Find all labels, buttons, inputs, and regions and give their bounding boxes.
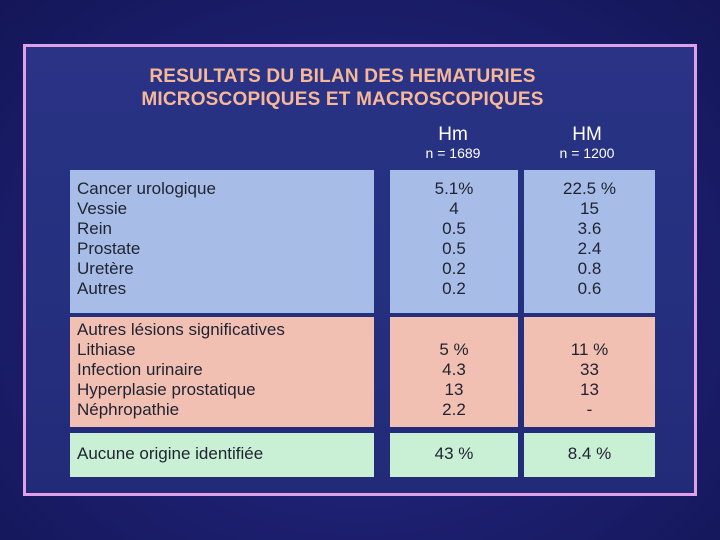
row-label: Lithiase — [77, 340, 136, 359]
row-label: Néphropathie — [77, 400, 180, 419]
group-3-HM-box — [524, 433, 655, 477]
row-label: Aucune origine identifiée — [77, 444, 264, 463]
row-label: Hyperplasie prostatique — [77, 380, 256, 399]
cell-hm: 4.3 — [442, 360, 466, 379]
row-label: Autres lésions significatives — [77, 320, 285, 339]
column-header-hm-n: n = 1689 — [425, 145, 481, 161]
cell-HM: 8.4 % — [567, 444, 612, 463]
title-line-2: MICROSCOPIQUES ET MACROSCOPIQUES — [141, 89, 544, 110]
title-line-1: RESULTATS DU BILAN DES HEMATURIES — [149, 66, 536, 87]
cell-hm: 5.1% — [434, 179, 474, 198]
cell-hm: 5 % — [439, 340, 469, 359]
column-header-hm-name: Hm — [438, 124, 468, 145]
row-label: Cancer urologique — [77, 179, 216, 198]
column-header-HM-n: n = 1200 — [559, 145, 615, 161]
cell-HM: 22.5 % — [563, 179, 616, 198]
cell-HM: 2.4 — [577, 239, 602, 258]
group-3-hm-values — [390, 444, 518, 464]
group-2-labels — [77, 320, 285, 420]
cell-HM: 15 — [580, 199, 599, 218]
group-2-hm-box — [390, 317, 518, 427]
cell-hm: 13 — [444, 380, 464, 399]
row-label: Infection urinaire — [77, 360, 203, 379]
column-header-HM-name: HM — [572, 124, 602, 145]
cell-HM: 11 % — [570, 340, 609, 359]
cell-hm: 43 % — [434, 444, 474, 463]
column-header-hm — [388, 125, 518, 161]
cell-HM: 3.6 — [577, 219, 602, 238]
group-1-labels — [77, 179, 216, 299]
cell-hm: 2.2 — [442, 400, 466, 419]
group-1-HM-box — [524, 170, 655, 313]
group-2-label-box — [70, 317, 374, 427]
column-header-HM — [523, 125, 651, 161]
row-label: Prostate — [77, 239, 141, 258]
cell-HM: - — [586, 400, 593, 419]
cell-hm: 4 — [449, 199, 459, 218]
group-2-HM-box — [524, 317, 655, 427]
cell-HM: 13 — [580, 380, 599, 399]
cell-HM: 0.8 — [577, 259, 602, 278]
group-3-HM-values — [524, 444, 655, 464]
cell-HM: 0.6 — [577, 279, 602, 298]
row-label: Uretère — [77, 259, 134, 278]
cell-hm: 0.2 — [442, 279, 466, 298]
row-label: Autres — [77, 279, 127, 298]
group-1-label-box — [70, 170, 374, 313]
cell-hm: 0.2 — [442, 259, 466, 278]
row-label: Vessie — [77, 199, 128, 218]
cell-hm: 0.5 — [442, 219, 466, 238]
group-3-label-box — [70, 433, 374, 477]
group-1-HM-values — [524, 179, 655, 299]
group-1-hm-box — [390, 170, 518, 313]
slide-title — [26, 65, 694, 111]
group-1-hm-values — [390, 179, 518, 299]
slide — [23, 44, 697, 496]
group-2-hm-values — [390, 340, 518, 420]
cell-HM: 33 — [580, 360, 599, 379]
group-3-hm-box — [390, 433, 518, 477]
row-label: Rein — [77, 219, 112, 238]
group-3-labels — [77, 444, 263, 464]
group-2-HM-values — [524, 340, 655, 420]
cell-hm: 0.5 — [442, 239, 466, 258]
